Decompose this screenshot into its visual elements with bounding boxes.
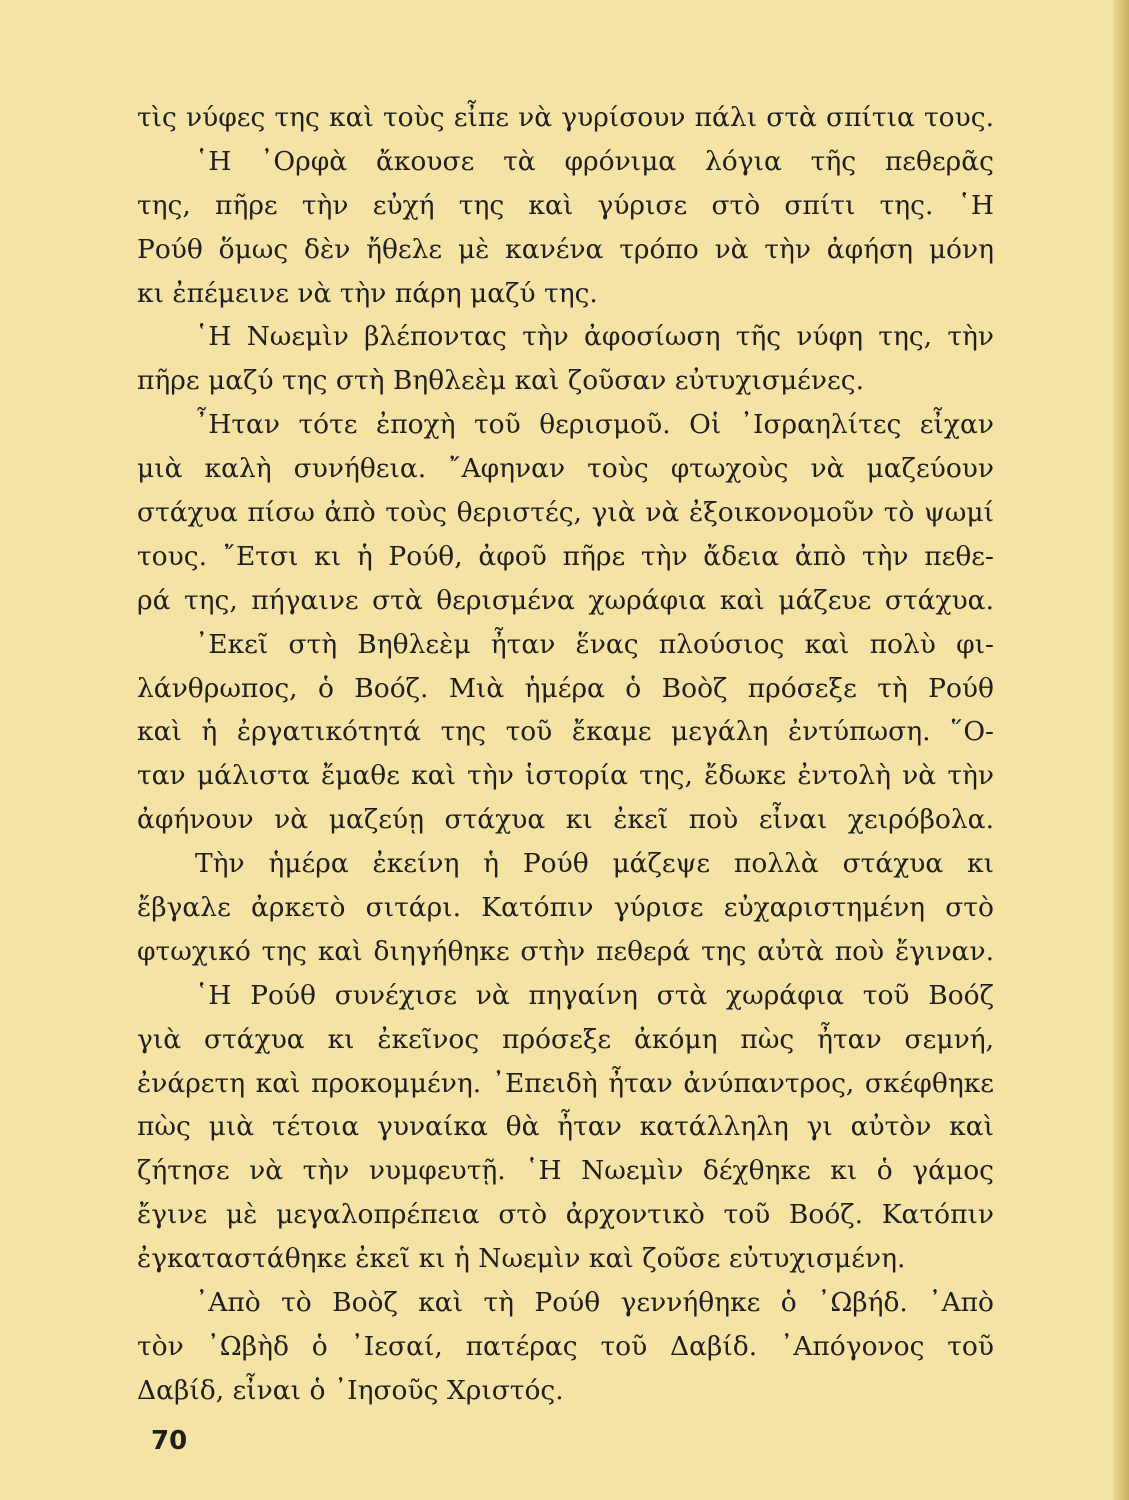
text-line: ῏Ηταν τότε ἐποχὴ τοῦ θερισμοῦ. Οἱ ᾿Ισραηλίτες εἶχαν [195,409,994,441]
text-line: ρά της, πήγαινε στὰ θερισμένα χωράφια καὶ μάζευε στάχυα. [137,584,994,616]
text-line: Τὴν ἡμέρα ἐκείνη ἡ Ρούθ μάζεψε πολλὰ στάχυα κι [195,848,994,880]
text-line: ᾿Εκεῖ στὴ Βηθλεὲμ ἦταν ἕνας πλούσιος καὶ πολὺ φι- [195,628,994,660]
text-line: ῾Η ᾿Ορφὰ ἄκουσε τὰ φρόνιμα λόγια τῆς πεθερᾶς [195,145,994,177]
text-line: ἔγινε μὲ μεγαλοπρέπεια στὸ ἀρχοντικὸ τοῦ Βοόζ. Κατόπιν [137,1199,994,1231]
text-line: στάχυα πίσω ἀπὸ τοὺς θεριστές, γιὰ νὰ ἐξοικονομοῦν τὸ ψωμί [137,497,994,529]
text-line: ᾿Απὸ τὸ Βοὸζ καὶ τὴ Ρούθ γεννήθηκε ὁ ᾿Ωβήδ. ᾿Απὸ [195,1287,994,1319]
text-line: Ρούθ ὅμως δὲν ἤθελε μὲ κανένα τρόπο νὰ τὴν ἀφήση μόνη [137,233,994,265]
text-line: Δαβίδ, εἶναι ὁ ᾿Ιησοῦς Χριστός. [137,1374,564,1406]
text-line: ἀφήνουν νὰ μαζεύῃ στάχυα κι ἐκεῖ ποὺ εἶναι χειρόβολα. [137,804,994,836]
text-line: φτωχικό της καὶ διηγήθηκε στὴν πεθερά της αὐτὰ ποὺ ἔγιναν. [137,935,994,967]
text-line: ταν μάλιστα ἔμαθε καὶ τὴν ἱστορία της, ἔδωκε ἐντολὴ νὰ τὴν [137,760,994,792]
text-line: μιὰ καλὴ συνήθεια. ῎Αφηναν τοὺς φτωχοὺς νὰ μαζεύουν [137,453,994,485]
text-line: ζήτησε νὰ τὴν νυμφευτῇ. ῾Η Νωεμὶν δέχθηκε κι ὁ γάμος [137,1155,994,1187]
text-line: καὶ ἡ ἐργατικότητά της τοῦ ἔκαμε μεγάλη ἐντύπωση. ῞Ο- [137,716,994,748]
page-edge-shadow [1113,0,1129,1500]
text-line: ἔβγαλε ἀρκετὸ σιτάρι. Κατόπιν γύρισε εὐχαριστημένη στὸ [137,892,994,924]
text-line: ἐνάρετη καὶ προκομμένη. ᾿Επειδὴ ἦταν ἀνύπαντρος, σκέφθηκε [137,1067,994,1099]
text-line: τὸν ᾿Ωβὴδ ὁ ᾿Ιεσαί, πατέρας τοῦ Δαβίδ. ᾿Απόγονος τοῦ [137,1330,994,1362]
text-line: λάνθρωπος, ὁ Βοόζ. Μιὰ ἡμέρα ὁ Βοὸζ πρόσεξε τὴ Ρούθ [137,672,994,704]
text-line: ἐγκαταστάθηκε ἐκεῖ κι ἡ Νωεμὶν καὶ ζοῦσε εὐτυχισμένη. [137,1243,906,1275]
text-line: κι ἐπέμεινε νὰ τὴν πάρη μαζύ της. [137,277,598,309]
text-line: πὼς μιὰ τέτοια γυναίκα θὰ ἦταν κατάλληλη γι αὐτὸν καὶ [137,1111,994,1143]
text-line: πῆρε μαζύ της στὴ Βηθλεὲμ καὶ ζοῦσαν εὐτυχισμένες. [137,365,865,397]
text-line: γιὰ στάχυα κι ἐκεῖνος πρόσεξε ἀκόμη πὼς ἦταν σεμνή, [137,1023,994,1055]
page-number: 70 [151,1426,188,1456]
text-line: της, πῆρε τὴν εὐχή της καὶ γύρισε στὸ σπίτι της. ῾Η [137,189,994,221]
text-line: ῾Η Νωεμὶν βλέποντας τὴν ἀφοσίωση τῆς νύφη της, τὴν [195,321,994,353]
body-text [137,96,994,1413]
text-line: τους. ῎Ετσι κι ἡ Ρούθ, ἀφοῦ πῆρε τὴν ἄδεια ἀπὸ τὴν πεθε- [137,540,994,572]
text-line: τὶς νύφες της καὶ τοὺς εἶπε νὰ γυρίσουν πάλι στὰ σπίτια τους. [137,102,994,133]
text-line: ῾Η Ρούθ συνέχισε νὰ πηγαίνη στὰ χωράφια τοῦ Βοόζ [195,979,994,1011]
